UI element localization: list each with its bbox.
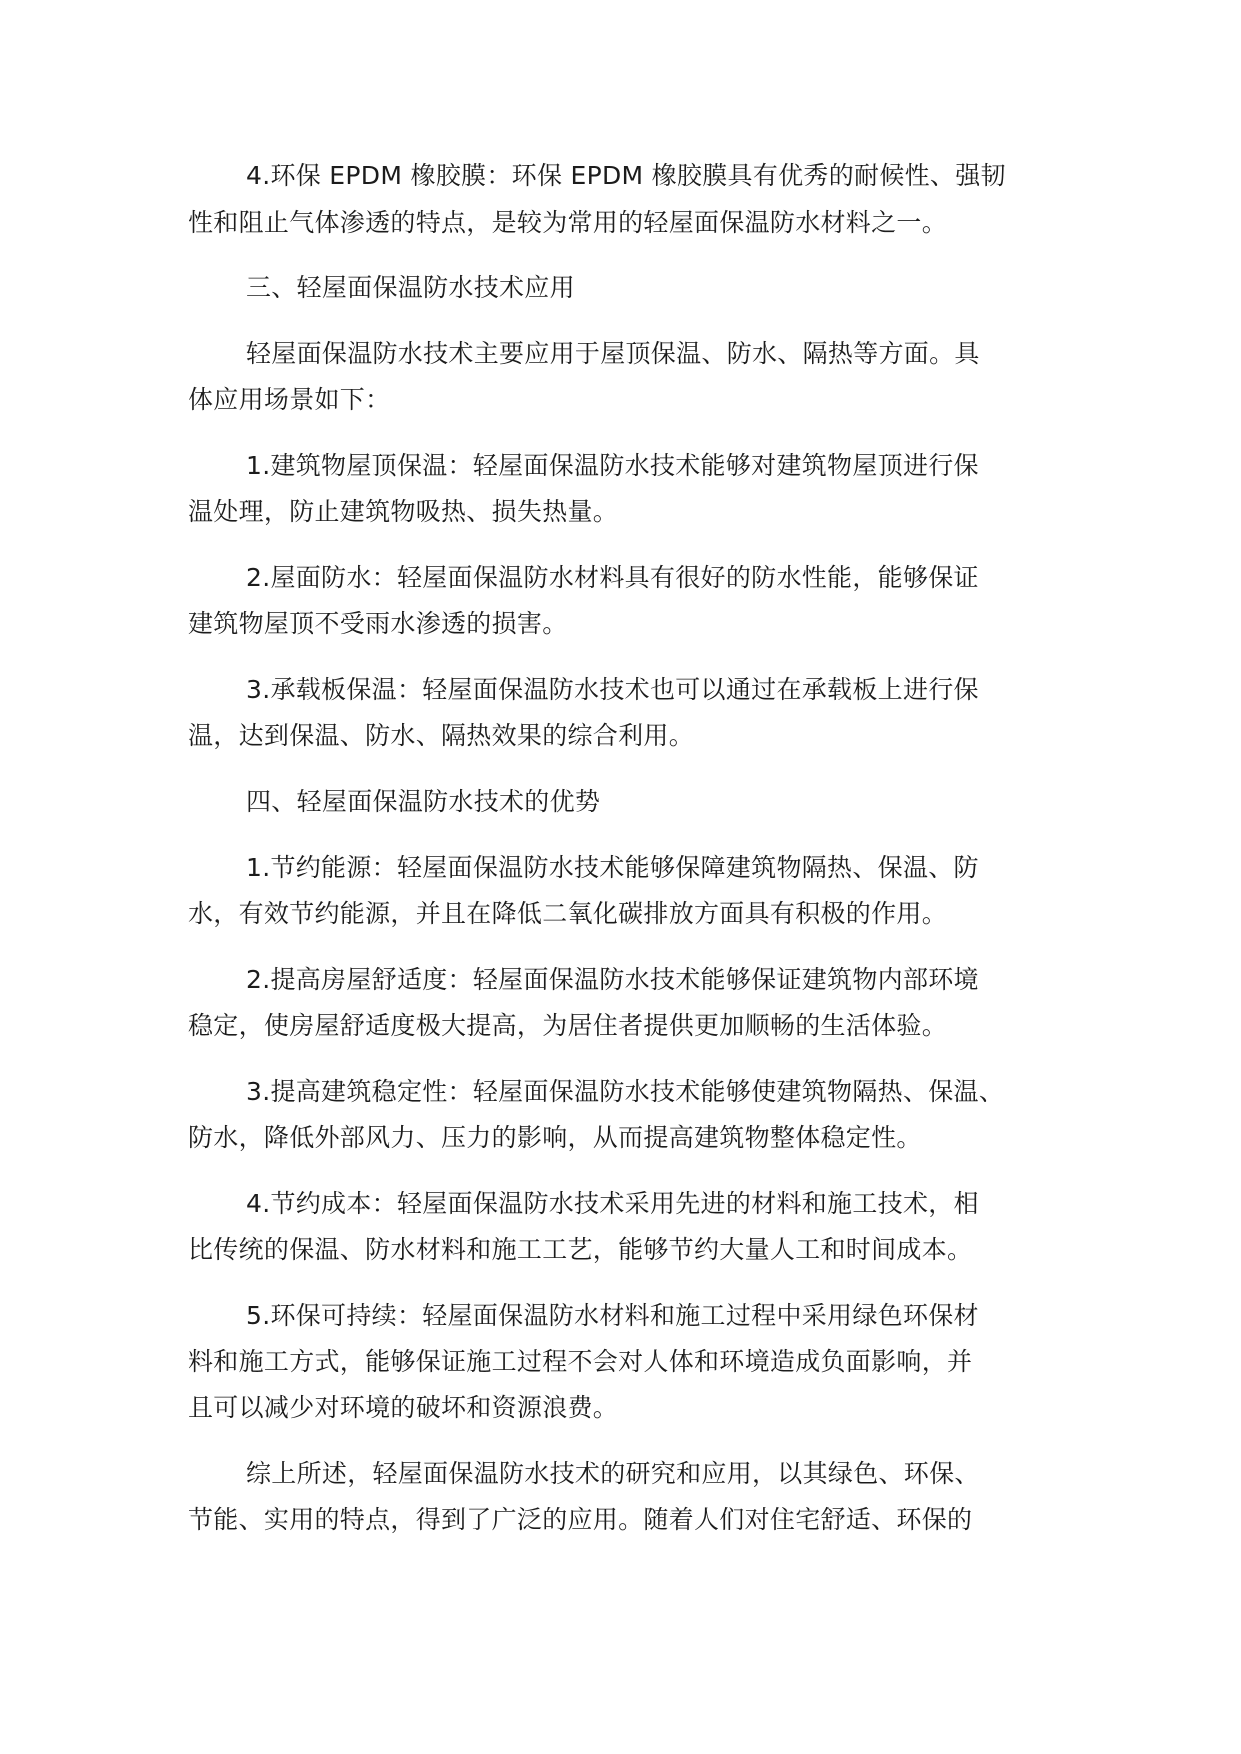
paragraph-line: 性和阻止气体渗透的特点，是较为常用的轻屋面保温防水材料之一。 [188,208,948,237]
paragraph-line: 料和施工方式，能够保证施工过程不会对人体和环境造成负面影响，并 [188,1347,973,1376]
paragraph-line: 温处理，防止建筑物吸热、损失热量。 [188,497,619,526]
paragraph-line: 4.节约成本：轻屋面保温防水技术采用先进的材料和施工技术，相 [246,1189,979,1218]
paragraph-line: 轻屋面保温防水技术主要应用于屋顶保温、防水、隔热等方面。具 [246,339,980,368]
paragraph-line: 5.环保可持续：轻屋面保温防水材料和施工过程中采用绿色环保材 [246,1301,979,1330]
paragraph-line: 4.环保 EPDM 橡胶膜：环保 EPDM 橡胶膜具有优秀的耐候性、强韧 [246,161,1006,190]
paragraph-line: 3.提高建筑稳定性：轻屋面保温防水技术能够使建筑物隔热、保温、 [246,1077,1005,1106]
paragraph-line: 防水，降低外部风力、压力的影响，从而提高建筑物整体稳定性。 [188,1123,922,1152]
paragraph-line: 综上所述，轻屋面保温防水技术的研究和应用，以其绿色、环保、 [246,1459,980,1488]
section-heading: 四、轻屋面保温防水技术的优势 [246,787,601,816]
paragraph-line: 1.节约能源：轻屋面保温防水技术能够保障建筑物隔热、保温、防 [246,853,979,882]
paragraph-line: 节能、实用的特点，得到了广泛的应用。随着人们对住宅舒适、环保的 [188,1505,973,1534]
paragraph-line: 3.承载板保温：轻屋面保温防水技术也可以通过在承载板上进行保 [246,675,979,704]
paragraph-line: 比传统的保温、防水材料和施工工艺，能够节约大量人工和时间成本。 [188,1235,973,1264]
paragraph-line: 水，有效节约能源，并且在降低二氧化碳排放方面具有积极的作用。 [188,899,948,928]
paragraph-line: 2.提高房屋舒适度：轻屋面保温防水技术能够保证建筑物内部环境 [246,965,979,994]
paragraph-line: 稳定，使房屋舒适度极大提高，为居住者提供更加顺畅的生活体验。 [188,1011,948,1040]
paragraph-line: 建筑物屋顶不受雨水渗透的损害。 [188,609,568,638]
section-heading: 三、轻屋面保温防水技术应用 [246,273,575,302]
paragraph-line: 2.屋面防水：轻屋面保温防水材料具有很好的防水性能，能够保证 [246,563,979,592]
paragraph-line: 且可以减少对环境的破坏和资源浪费。 [188,1393,619,1422]
paragraph-line: 体应用场景如下： [188,385,391,414]
paragraph-line: 1.建筑物屋顶保温：轻屋面保温防水技术能够对建筑物屋顶进行保 [246,451,979,480]
paragraph-line: 温，达到保温、防水、隔热效果的综合利用。 [188,721,695,750]
